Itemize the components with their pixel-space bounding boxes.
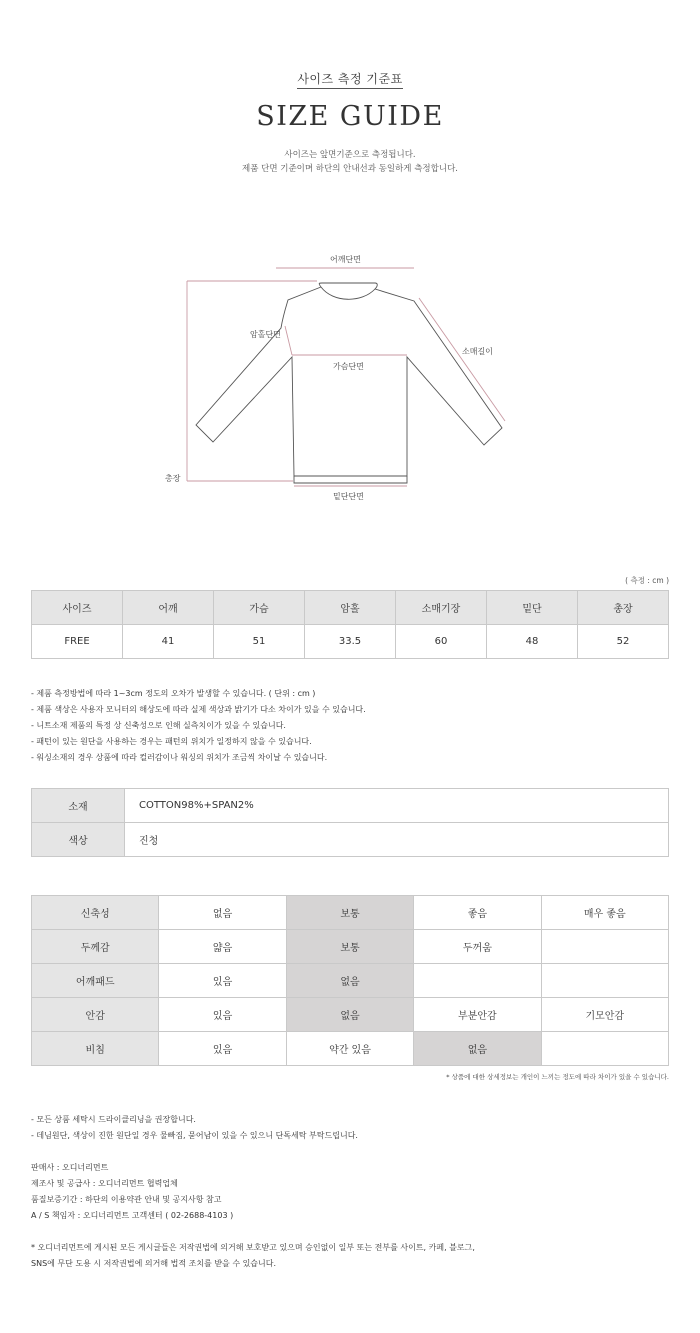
seller-line: 품질보증기간 : 하단의 이용약관 안내 및 공지사항 참고 [31, 1195, 222, 1204]
feel-cell: 없음 [159, 896, 286, 930]
header-cell: 사이즈 [32, 591, 123, 625]
label-shoulder: 어깨단면 [330, 255, 361, 264]
label-sleeve: 소매길이 [462, 347, 493, 356]
label-length: 총장 [165, 474, 181, 483]
copyright-line: * 오디너리먼트에 게시된 모든 게시글들은 저작권법에 의거해 보호받고 있으며 승인없이 일부 또는 전부를 사이트, 카페, 블로그, [31, 1243, 475, 1252]
header-cell: 소매기장 [396, 591, 487, 625]
note-item: - 제품 색상은 사용자 모니터의 해상도에 따라 실제 색상과 밝기가 다소 차이가 있을 수 있습니다. [31, 705, 366, 714]
feel-note: * 상품에 대한 상세정보는 개인이 느끼는 정도에 따라 차이가 있을 수 있습니다. [446, 1073, 669, 1081]
feel-cell [541, 964, 668, 998]
measurement-lines [187, 268, 505, 486]
feel-cell: 보통 [286, 930, 413, 964]
feel-cell [541, 930, 668, 964]
table-cell: FREE [32, 625, 123, 659]
feel-label: 신축성 [32, 896, 159, 930]
header-cell: 총장 [578, 591, 669, 625]
table-row [32, 1032, 669, 1066]
note-item: - 패턴이 있는 원단을 사용하는 경우는 패턴의 위치가 일정하지 않을 수 있습니다. [31, 737, 312, 746]
seller-line: 판매사 : 오디너리먼트 [31, 1163, 109, 1172]
table-cell: 48 [487, 625, 578, 659]
feel-cell: 기모안감 [541, 998, 668, 1032]
feel-label: 비침 [32, 1032, 159, 1066]
seller-line: A / S 책임자 : 오디너리먼트 고객센터 ( 02-2688-4103 ) [31, 1211, 234, 1220]
material-label: 소재 [32, 789, 125, 823]
table-row [32, 896, 669, 930]
sweater-outline [196, 283, 502, 483]
feel-label: 두께감 [32, 930, 159, 964]
table-header-row [32, 591, 669, 625]
color-label: 색상 [32, 823, 125, 857]
feel-cell [541, 1032, 668, 1066]
feel-label: 어깨패드 [32, 964, 159, 998]
label-armhole: 암홀단면 [250, 330, 281, 339]
table-row [32, 998, 669, 1032]
care-item: - 데님원단, 색상이 진한 원단일 경우 물빠짐, 묻어남이 있을 수 있으니 단독세탁 부탁드립니다. [31, 1131, 358, 1140]
header-cell: 어깨 [123, 591, 214, 625]
table-cell: 51 [214, 625, 305, 659]
feel-cell: 얇음 [159, 930, 286, 964]
color-value: 진청 [125, 823, 669, 857]
page-title: SIZE GUIDE [256, 101, 444, 132]
table-row [32, 625, 669, 659]
copyright-notice [31, 1240, 475, 1272]
desc-line: 제품 단면 기준이며 하단의 안내선과 동일하게 측정합니다. [242, 164, 458, 174]
feel-cell: 있음 [159, 1032, 286, 1066]
material-value: COTTON98%+SPAN2% [125, 789, 669, 823]
table-row [32, 789, 669, 823]
feel-cell: 약간 있음 [286, 1032, 413, 1066]
note-item: - 니트소재 제품의 특정 상 신축성으로 인해 실측치이가 있을 수 있습니다. [31, 721, 286, 730]
feel-cell: 있음 [159, 998, 286, 1032]
table-row [32, 964, 669, 998]
feel-cell: 없음 [414, 1032, 541, 1066]
seller-info [31, 1160, 233, 1224]
feel-cell: 보통 [286, 896, 413, 930]
table-cell: 60 [396, 625, 487, 659]
table-cell: 52 [578, 625, 669, 659]
note-item: - 제품 측정방법에 따라 1~3cm 정도의 오차가 발생할 수 있습니다. ( 단위 : cm ) [31, 689, 316, 698]
seller-line: 제조사 및 공급사 : 오디너리먼트 협력업체 [31, 1179, 178, 1188]
garment-diagram [0, 0, 700, 520]
table-cell: 33.5 [305, 625, 396, 659]
header-cell: 암홀 [305, 591, 396, 625]
label-hem: 밑단단면 [333, 492, 364, 501]
feel-cell: 두꺼움 [414, 930, 541, 964]
feel-table [31, 895, 669, 1066]
header-cell: 밑단 [487, 591, 578, 625]
page-subtitle: 사이즈 측정 기준표 [297, 70, 402, 89]
feel-cell: 좋음 [414, 896, 541, 930]
size-table [31, 590, 669, 659]
feel-cell [414, 964, 541, 998]
table-row [32, 930, 669, 964]
care-notes [31, 1112, 358, 1144]
feel-cell: 매우 좋음 [541, 896, 668, 930]
measurement-notes [31, 686, 366, 766]
feel-cell: 없음 [286, 964, 413, 998]
care-item: - 모든 상품 세탁시 드라이클리닝을 권장합니다. [31, 1115, 196, 1124]
feel-cell: 부분안감 [414, 998, 541, 1032]
feel-label: 안감 [32, 998, 159, 1032]
note-item: - 워싱소재의 경우 상품에 따라 컬러감이나 워싱의 위치가 조금씩 차이날 수 있습니다. [31, 753, 328, 762]
feel-cell: 없음 [286, 998, 413, 1032]
table-row [32, 823, 669, 857]
table-cell: 41 [123, 625, 214, 659]
feel-cell: 있음 [159, 964, 286, 998]
unit-label: ( 측정 : cm ) [625, 576, 669, 585]
material-table [31, 788, 669, 857]
copyright-line: SNS에 무단 도용 시 저작권법에 의거해 법적 조치를 받을 수 있습니다. [31, 1259, 277, 1268]
label-chest: 가슴단면 [333, 362, 364, 371]
desc-line: 사이즈는 앞면기준으로 측정됩니다. [284, 150, 416, 160]
header-cell: 가슴 [214, 591, 305, 625]
